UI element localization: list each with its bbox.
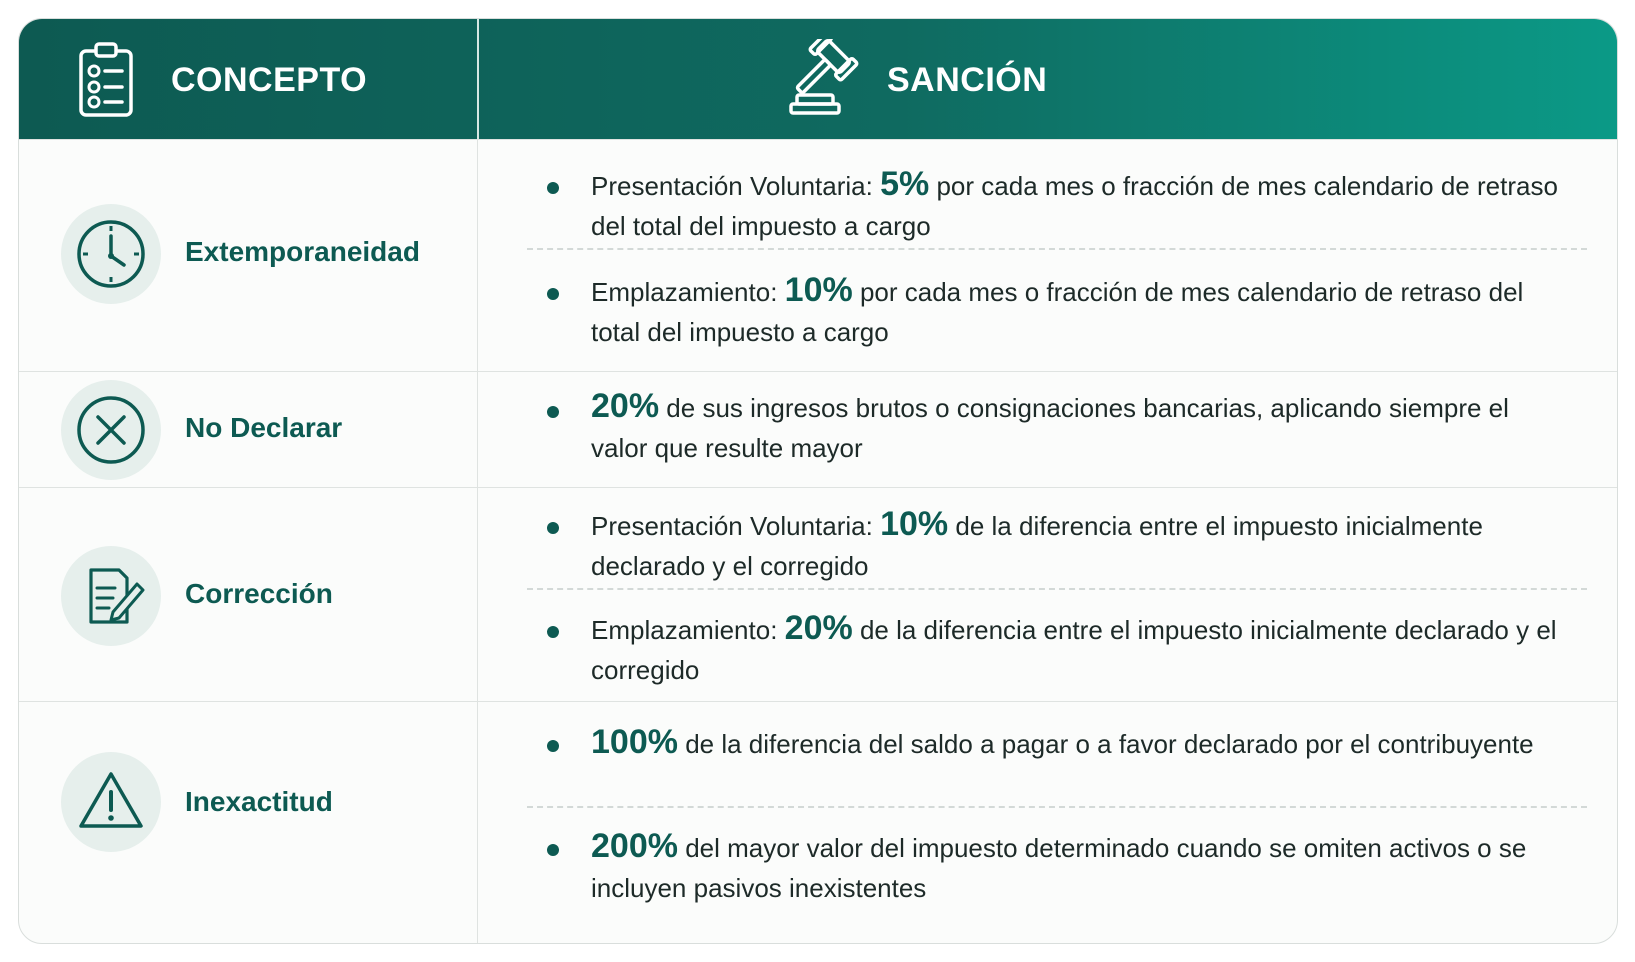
edit-document-icon [61,546,161,646]
sancion-percentage: 20% [784,609,853,647]
item-separator [527,588,1587,590]
sancion-text [591,504,1571,586]
sancion-item [479,164,1579,246]
sancion-description: por cada mes o fracción de mes calendario de retraso del total del impuesto a cargo [591,171,1558,241]
table-row [19,139,1618,371]
sancion-description: por cada mes o fracción de mes calendario de retraso del total del impuesto a cargo [591,277,1524,347]
table-header [19,19,1618,139]
bullet [547,522,559,534]
header-concepto-label: CONCEPTO [171,61,368,99]
warning-icon [61,752,161,852]
sancion-percentage: 10% [784,271,853,309]
concepto-label: Extemporaneidad [185,236,420,267]
sanctions-table [18,18,1618,944]
sancion-prefix: Presentación Voluntaria: [591,511,873,541]
sancion-item [479,608,1579,690]
bullet [547,844,559,856]
sancion-text [591,270,1571,352]
clipboard-list-icon [77,41,137,119]
sancion-item [479,722,1579,804]
gavel-icon [789,39,867,117]
concepto-icon-badge [61,380,161,480]
sancion-item [479,826,1579,908]
sancion-prefix: Emplazamiento: [591,615,778,645]
concepto-icon-badge [61,204,161,304]
sancion-prefix: Presentación Voluntaria: [591,171,873,201]
column-divider [477,372,478,487]
sancion-text [591,386,1571,468]
concepto-icon-badge [61,752,161,852]
sancion-description: de la diferencia entre el impuesto inicialmente declarado y el corregido [591,511,1483,581]
sancion-prefix: Emplazamiento: [591,277,778,307]
column-divider [477,140,478,371]
header-sancion [479,19,1618,139]
item-separator [527,806,1587,808]
sancion-description: de la diferencia entre el impuesto inicialmente declarado y el corregido [591,615,1557,685]
sancion-text [591,826,1571,908]
table-row [19,701,1618,944]
column-divider [477,488,478,701]
table-row [19,371,1618,487]
sancion-percentage: 10% [880,505,949,543]
bullet [547,182,559,194]
bullet [547,288,559,300]
sancion-description: de la diferencia del saldo a pagar o a favor declarado por el contribuyente [685,729,1534,759]
bullet [547,740,559,752]
sancion-percentage: 200% [591,827,678,865]
sancion-percentage: 100% [591,723,678,761]
sancion-text [591,722,1571,764]
sancion-description: del mayor valor del impuesto determinado cuando se omiten activos o se incluyen pasivos inexistentes [591,833,1527,903]
sancion-text [591,608,1571,690]
concepto-label: Corrección [185,578,333,609]
table-row [19,487,1618,701]
header-concepto [19,19,477,139]
sancion-percentage: 20% [591,387,660,425]
header-sancion-label: SANCIÓN [887,61,1048,99]
sancion-item [479,504,1579,586]
concepto-label: Inexactitud [185,786,333,817]
column-divider [477,702,478,944]
x-circle-icon [61,380,161,480]
sancion-description: de sus ingresos brutos o consignaciones bancarias, aplicando siempre el valor que resulte mayor [591,393,1509,463]
sancion-text [591,164,1571,246]
bullet [547,626,559,638]
bullet [547,406,559,418]
clock-icon [61,204,161,304]
sancion-item [479,386,1579,474]
sancion-percentage: 5% [880,165,930,203]
concepto-icon-badge [61,546,161,646]
sancion-item [479,270,1579,352]
item-separator [527,248,1587,250]
concepto-label: No Declarar [185,412,343,443]
